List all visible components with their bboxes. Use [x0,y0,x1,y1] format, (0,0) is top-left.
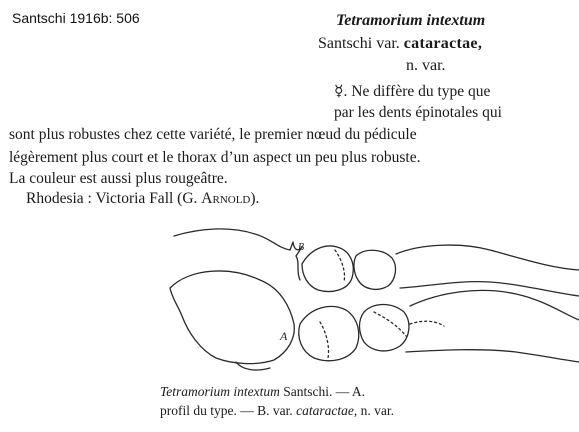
description-line-1-text: . Ne diffère du type que [343,83,491,100]
figure-label-b: B [298,242,305,253]
author-line [318,35,482,53]
caption-variety: cataractae [296,403,354,418]
collector-initial: G. [182,190,202,207]
worker-symbol-icon: ☿ [334,83,344,100]
description-line-4: légèrement plus court et le thorax d’un aspect un peu plus robuste. [9,149,421,166]
profile-a-gaster [410,290,579,320]
profile-b-node-2 [354,250,396,289]
caption-line-1-rest: Santschi. — A. [279,384,366,399]
caption-line-2-end: , n. var. [353,403,394,418]
ant-profile-figure [160,220,579,380]
collector-name: Arnold [201,190,251,207]
caption-line-2-start: profil du type. — B. var. [160,403,297,418]
description-line-3: sont plus robustes chez cette variété, le premier nœud du pédicule [9,126,417,143]
figure-caption-line-2 [160,403,394,419]
source-reference: Santschi 1916b: 506 [12,10,140,26]
description-line-1 [334,82,490,101]
description-line-5: La couleur est aussi plus rougeâtre. [9,170,228,187]
profile-a-outline [170,271,294,364]
species-title: Tetramorium intextum [336,12,486,29]
description-line-2: par les dents épinotales qui [334,104,502,121]
figure-label-a: A [280,329,288,343]
caption-species: Tetramorium intextum [160,384,280,399]
profile-b-gaster [396,245,579,270]
figure-caption-line-1 [160,384,365,400]
profile-a-node-2 [360,305,409,351]
variety-name: cataractae, [403,35,483,52]
locality-line [26,190,259,208]
author-prefix: Santschi var. [318,35,400,52]
locality-place: Rhodesia : Victoria Fall ( [26,190,183,207]
new-variety-note: n. var. [406,57,446,74]
locality-end: ). [250,190,260,207]
profile-b-node-1 [302,246,353,292]
